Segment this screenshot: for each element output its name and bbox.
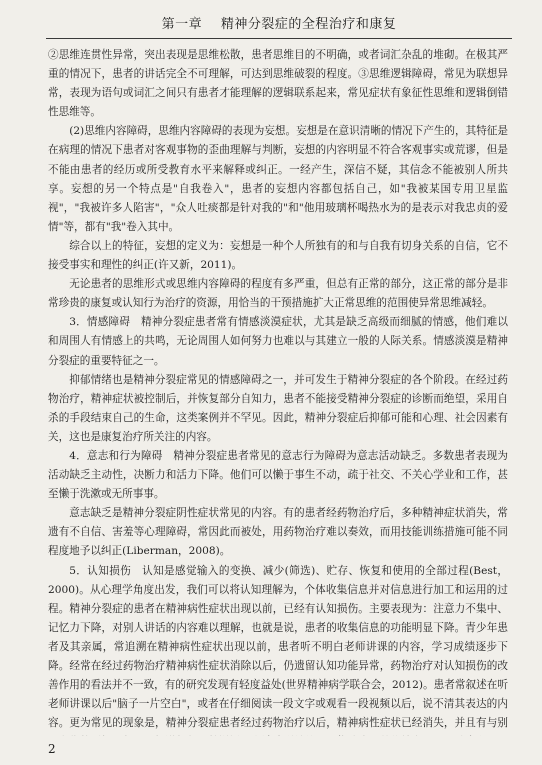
running-header: [46, 12, 512, 39]
paragraph-cognitive-impairment: 5．认知损伤 认知是感觉输入的变换、减少(筛选)、贮存、恢复和使用的全部过程(Best，2000)。从心理学角度出发，我们可以将认知理解为，个体收集信息并对信息进行加工和运用的过程。精神分裂症的患者在精神病性症状出现以前，已经有认知损伤。主要表现为：注意力不集中、记忆力下降，对别人讲话的内容难以理解，也就是说，患者的收集信息的功能明显下降。青少年患者及其亲属，常追溯在精神病性症状出现以前，患者听不明白老师讲课的内容，学习成绩逐步下降。经常在经过药物治疗精神病性症状消除以后，仍遗留认知功能异常，药物治疗对认知损伤的改善作用的看法并不一致，有的研究发现有轻度益处(世界精神病学联合会，2012)。患者常叙述在听老师讲课以后"脑子一片空白"，或者在仔细阅读一段文字或观看一段视频以后，说不清其表达的内容。更为常见的现象是，精神分裂症患者经过药物治疗以后，精神病性症状已经消失，并且有与别: [48, 564, 508, 730]
chapter-label: 第一章: [161, 17, 203, 32]
paragraph-thought-content: (2)思维内容障碍，思维内容障碍的表现为妄想。妄想是在意识清晰的情况下产生的，其特征是在病理的情况下患者对客观事物的歪曲理解与判断，妄想的内容明显不符合客观事实或荒谬，但是不能由患者的经历或所受教育水平来解释或纠正。一经产生，深信不疑，其信念不能被别人所共享。妄想的另一个特点是"自我卷入"，患者的妄想内容都包括自己，如"我被某国专用卫星监视"，"我被许多人陷害"，"众人吐痰都是针对我的"和"他用玻璃杯喝热水为的是表示对我忠贞的爱情"等，都有"我"卷入其中。: [48, 125, 508, 233]
paragraph-avolition: 意志缺乏是精神分裂症阴性症状常见的内容。有的患者经药物治疗后，多种精神症状消失，常遗有不自信、害羞等心理障碍，常因此而被处，用药物治疗难以奏效，而用技能训练措施可能不同程度地予以纠正(Liberman，2008)。: [48, 507, 508, 558]
body-text: [48, 46, 508, 736]
paragraph-normal-parts: 无论患者的思维形式或思维内容障碍的程度有多严重，但总有正常的部分，这正常的部分是非常珍贵的康复或认知行为治疗的资源，用恰当的干预措施扩大正常思维的范围使异常思维减轻。: [48, 278, 508, 310]
paragraph-emotion-disorder: 3．情感障碍 精神分裂症患者常有情感淡漠症状，尤其是缺乏高级而细腻的情感，他们难以和周围人有情感上的共鸣，无论周围人如何努力也难以与其建立一般的人际关系。情感淡漠是精神分裂症的重要特征之一。: [48, 316, 508, 367]
page-number: 2: [48, 742, 56, 756]
paragraph-delusion-definition: 综合以上的特征，妄想的定义为：妄想是一种个人所独有的和与自我有切身关系的自信，它不接受事实和理性的纠正(许又新，2011)。: [48, 239, 508, 272]
paragraph-will-behavior: 4．意志和行为障碍 精神分裂症患者常见的意志行为障碍为意志活动缺乏。多数患者表现为活动缺乏主动性，决断力和活力下降。他们可以懒于事生不动，疏于社交、不关心学业和工作，甚至懒于洗漱或无所事事。: [48, 449, 508, 501]
paragraph-depression: 抑郁情绪也是精神分裂症常见的情感障碍之一，并可发生于精神分裂症的各个阶段。在经过药物治疗，精神症状被控制后，并恢复部分自知力，患者不能接受精神分裂症的诊断而绝望，采用自杀的手段结束自己的生命，这类案例并不罕见。因此，精神分裂症后抑郁可能和心理、社会因素有关，这也是康复治疗所关注的内容。: [48, 373, 508, 443]
chapter-title: 精神分裂症的全程治疗和康复: [220, 17, 397, 32]
paragraph-thought-coherence: ②思维连贯性异常，突出表现是思维松散，患者思维目的不明确，或者词汇杂乱的堆砌。在极其严重的情况下，患者的讲话完全不可理解，可达到思维破裂的程度。③思维逻辑障碍，常见为联想异常，表现为语句或词汇之间只有患者才能理解的逻辑联系起来，常见症状有象征性思维和逻辑倒错性思维等。: [48, 49, 508, 119]
